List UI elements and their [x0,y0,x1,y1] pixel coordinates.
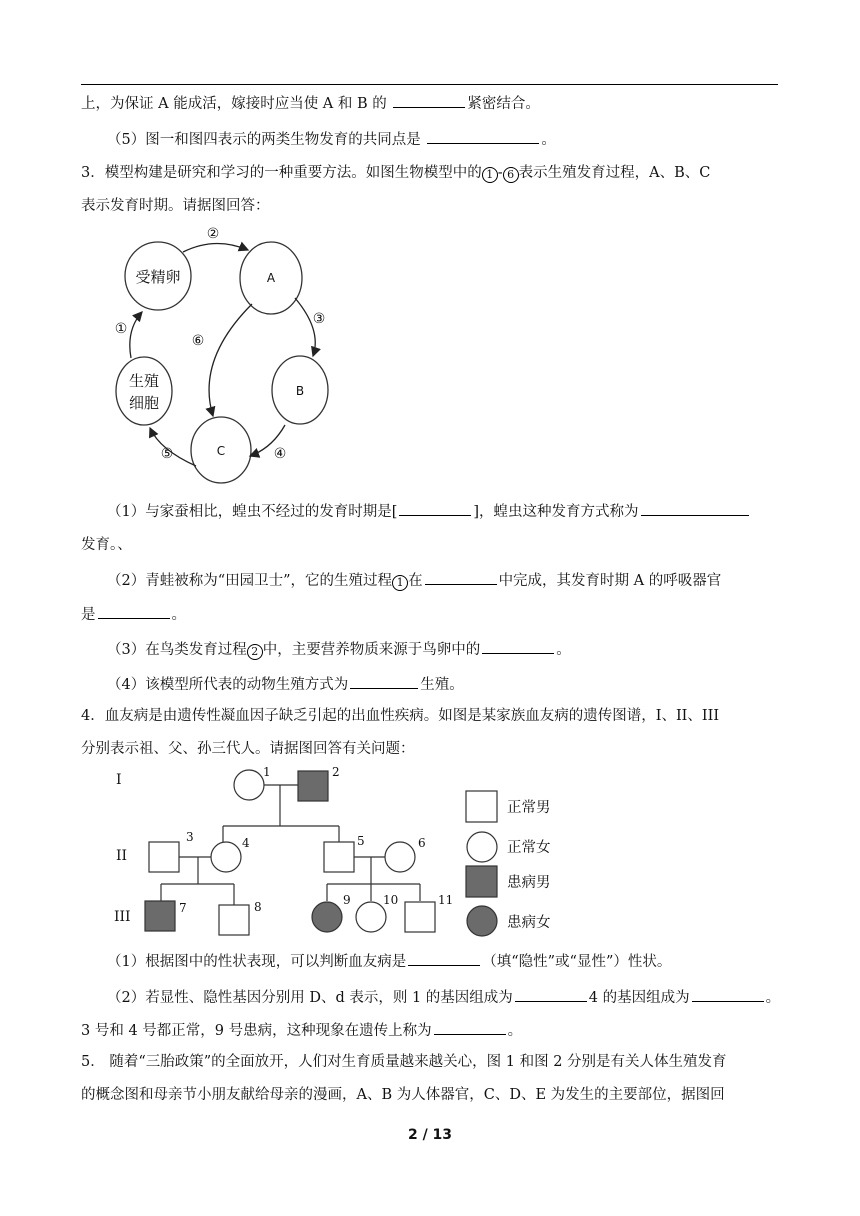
question-5-line-1 [81,1052,781,1072]
text-segment: （填“隐性”或“显性”）性状。 [482,954,672,970]
answer-blank[interactable] [515,986,587,1002]
text-segment: （2）青蛙被称为“田园卫士”，它的生殖过程 [107,573,393,589]
generation-3-label: III [114,909,131,925]
text-segment: 是 [81,607,96,623]
person-7-affected-male [145,901,175,931]
answer-blank[interactable] [692,986,764,1002]
step-5-label: ⑤ [160,446,174,462]
person-6-normal-female [385,842,415,872]
step-6-label: ⑥ [191,333,205,349]
generation-1-label: I [116,772,122,788]
text-segment: 的概念图和母亲节小朋友献给母亲的漫画，A、B 为人体器官，C、D、E 为发生的主要部位，据图回 [81,1087,725,1103]
person-9-number: 9 [343,893,351,907]
text-segment: 中，主要营养物质来源于鸟卵中的 [262,642,481,658]
text-segment: 生殖。 [420,677,464,693]
question-4-1 [107,950,807,972]
legend-affected-female-label: 患病女 [507,915,551,931]
legend-normal-male-symbol [466,791,497,822]
text-segment: （1）与家蚕相比，蝗虫不经过的发育时期是[ [107,504,398,520]
legend-affected-female-symbol [467,906,497,936]
answer-blank[interactable] [425,569,497,585]
person-3-normal-male [149,842,179,872]
text-segment: - [497,165,503,181]
person-4-normal-female [211,842,241,872]
person-11-number: 11 [438,893,454,907]
stage-c-label: C [216,444,226,458]
legend-affected-male-label: 患病男 [507,875,551,891]
germ-cell-label-2: 细胞 [128,394,160,412]
stage-b-label: B [295,384,305,398]
step-4-label: ④ [273,446,287,462]
text-segment: 。 [507,1023,523,1039]
germ-cell-label-1: 生殖 [128,372,160,390]
question-4-3 [81,1019,781,1041]
question-3-2-cont [81,603,781,625]
zygote-label: 受精卵 [135,268,181,286]
question-3-1 [107,500,807,522]
person-10-number: 10 [383,893,399,907]
text-segment: 3．模型构建是研究和学习的一种重要方法。如图生物模型中的 [81,165,482,181]
text-segment: 。 [171,607,186,623]
answer-blank[interactable] [641,500,749,516]
text-segment: 分别表示祖、父、孙三代人。请据图回答有关问题： [81,741,415,757]
page-number: 2 / 13 [407,1127,453,1143]
generation-2-label: II [116,848,128,864]
person-9-affected-female [312,902,342,932]
text-segment: 4．血友病是由遗传性凝血因子缺乏引起的出血性疾病。如图是某家族血友病的遗传图谱，I、II、III [81,708,720,724]
legend-normal-male-label: 正常男 [507,800,551,816]
answer-blank[interactable] [350,673,418,689]
text-segment: 。 [541,132,556,148]
person-10-normal-female [356,902,386,932]
person-4-number: 4 [242,836,250,850]
legend-affected-male-symbol [466,866,497,897]
person-11-normal-male [405,902,435,932]
text-segment: 表示发育时期。请据图回答： [81,198,270,214]
circled-number: 1 [392,575,408,591]
stage-a-label: A [266,271,276,285]
person-1-number: 1 [263,765,271,779]
person-7-number: 7 [179,901,187,915]
arrow-6 [209,304,252,416]
step-2-label: ② [206,226,220,242]
person-2-number: 2 [332,765,340,779]
arrow-1 [130,312,142,358]
arrow-3 [295,298,315,356]
text-segment: （2）若显性、隐性基因分别用 D、d 表示，则 1 的基因组成为 [107,990,513,1006]
person-8-normal-male [219,905,249,935]
person-1-normal-female [234,770,264,800]
answer-blank[interactable] [98,603,170,619]
answer-blank[interactable] [408,950,480,966]
step-3-label: ③ [312,311,326,327]
question-4-2 [107,986,807,1008]
text-segment: 中完成，其发育时期 A 的呼吸器官 [498,573,722,589]
circled-number: 2 [247,644,263,660]
question-5-line-2 [81,1085,781,1105]
text-segment: 紧密结合。 [467,96,540,112]
germ-cell-node [116,357,172,425]
step-1-label: ① [114,321,128,337]
answer-blank[interactable] [434,1019,506,1035]
text-segment: 发育。、 [81,537,132,553]
text-segment: 3 号和 4 号都正常，9 号患病，这种现象在遗传上称为 [81,1023,432,1039]
arrow-2 [183,243,248,252]
circled-number: 6 [503,167,519,183]
question-3-1-cont [81,535,781,555]
text-segment: （3）在鸟类发育过程 [107,642,247,658]
question-3-4 [107,673,807,695]
text-segment: （4）该模型所代表的动物生殖方式为 [107,677,349,693]
answer-blank[interactable] [482,638,554,654]
circled-number: 1 [482,167,498,183]
question-4-line-1 [81,706,781,726]
person-6-number: 6 [418,836,426,850]
person-3-number: 3 [186,830,194,844]
text-segment: 表示生殖发育过程，A、B、C [518,165,711,181]
person-2-affected-male [298,771,328,801]
text-segment: 在 [408,573,423,589]
question-3-2 [107,569,807,591]
text-segment: 。 [556,642,571,658]
question-3-3 [107,638,807,660]
person-5-number: 5 [357,834,365,848]
legend-normal-female-label: 正常女 [507,840,551,856]
text-segment: ]，蝗虫这种发育方式称为 [473,504,639,520]
answer-blank[interactable] [399,500,471,516]
person-5-normal-male [324,842,354,872]
text-segment: （1）根据图中的性状表现，可以判断血友病是 [107,954,407,970]
text-segment: 上，为保证 A 能成活，嫁接时应当使 A 和 B 的 [81,96,392,112]
legend-normal-female-symbol [467,832,497,862]
text-segment: 。 [765,990,781,1006]
text-segment: 4 的基因组成为 [588,990,690,1006]
text-segment: （5）图一和图四表示的两类生物发育的共同点是 [107,132,426,148]
person-8-number: 8 [254,900,262,914]
text-segment: 5． 随着“三胎政策”的全面放开，人们对生育质量越来越关心，图 1 和图 2 分别是有关人体生殖发育 [81,1054,727,1070]
question-4-line-2 [81,739,781,759]
